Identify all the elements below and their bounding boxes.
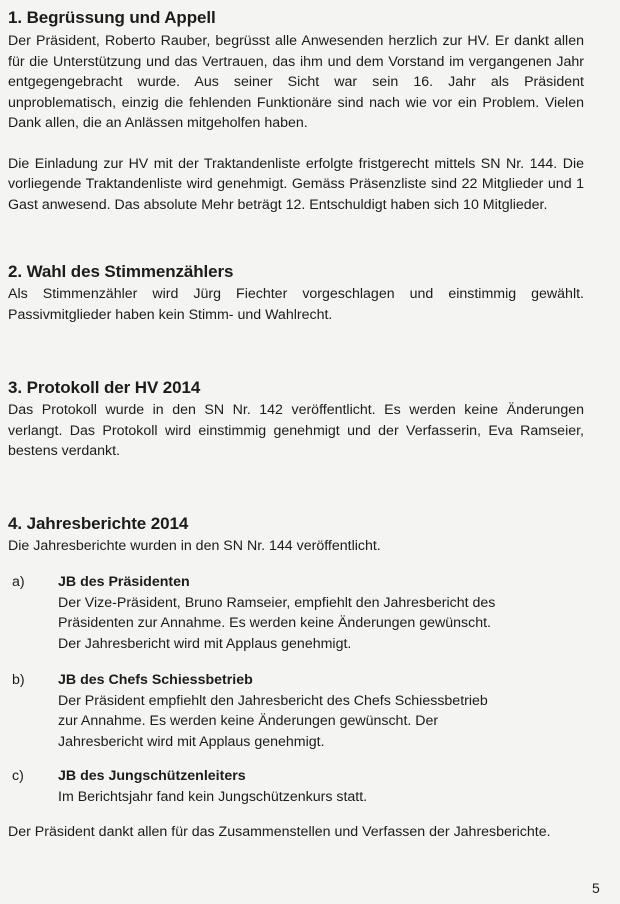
item-title: JB des Jungschützenleiters bbox=[58, 768, 246, 784]
section-3 bbox=[8, 378, 584, 462]
item-label: b) bbox=[12, 672, 25, 688]
section-heading: 4. Jahresberichte 2014 bbox=[8, 514, 189, 533]
paragraph: Die Einladung zur HV mit der Traktandenliste erfolgte fristgerecht mittels SN Nr. 144. Die vorliegende Traktandenliste wird genehmigt. Gemäss Präsenzliste sind 22 Mitglieder und 1 Gast anwesend. Das absolute Mehr beträgt 12. Entschuldigt haben sich 10 Mitglieder. bbox=[8, 155, 584, 213]
page-number: 5 bbox=[592, 880, 600, 896]
item-text: Der Präsident empfiehlt den Jahresbericht des Chefs Schiessbetrieb zur Annahme. Es werden keine Änderungen gewünscht. Der Jahresbericht wird mit Applaus genehmigt. bbox=[58, 692, 488, 750]
paragraph: Der Präsident, Roberto Rauber, begrüsst alle Anwesenden herzlich zur HV. Er dankt allen für die Unterstützung und das Vertrauen, das ihm und dem Vorstand im vergangenen Jahr entgegengebracht wurde. Aus seiner Sicht war sein 16. Jahr als Präsident unproblematisch, einzig die fehlenden Funktionäre sind nach wie vor ein Problem. Vielen Dank allen, die an Anlässen mitgeholfen haben. bbox=[8, 33, 584, 131]
item-title: JB des Präsidenten bbox=[58, 574, 190, 590]
section-1 bbox=[8, 8, 584, 215]
item-label: c) bbox=[12, 768, 24, 784]
paragraph: Als Stimmenzähler wird Jürg Fiechter vorgeschlagen und einstimmig gewählt. Passivmitglieder haben kein Stimm- und Wahlrecht. bbox=[8, 286, 584, 323]
paragraph: Das Protokoll wurde in den SN Nr. 142 veröffentlicht. Es werden keine Änderungen verlangt. Das Protokoll wird einstimmig genehmigt und der Verfasserin, Eva Ramseier, bestens verdankt. bbox=[8, 402, 584, 459]
item-text: Der Vize-Präsident, Bruno Ramseier, empfiehlt den Jahresbericht des Präsidenten zur Annahme. Es werden keine Änderungen gewünscht. Der Jahresbericht wird mit Applaus genehmigt. bbox=[58, 594, 496, 652]
section-heading: 1. Begrüssung und Appell bbox=[8, 8, 216, 27]
section-2 bbox=[8, 262, 584, 325]
paragraph: Die Jahresberichte wurden in den SN Nr. 144 veröffentlicht. bbox=[8, 538, 381, 554]
item-title: JB des Chefs Schiessbetrieb bbox=[58, 672, 253, 688]
item-text: Im Berichtsjahr fand kein Jungschützenkurs statt. bbox=[58, 788, 368, 805]
closing bbox=[8, 822, 584, 843]
section-heading: 2. Wahl des Stimmenzählers bbox=[8, 262, 234, 281]
section-heading: 3. Protokoll der HV 2014 bbox=[8, 378, 201, 397]
item-label: a) bbox=[12, 574, 25, 590]
section-4 bbox=[8, 514, 584, 557]
closing-paragraph: Der Präsident dankt allen für das Zusammenstellen und Verfassen der Jahresberichte. bbox=[8, 824, 551, 840]
